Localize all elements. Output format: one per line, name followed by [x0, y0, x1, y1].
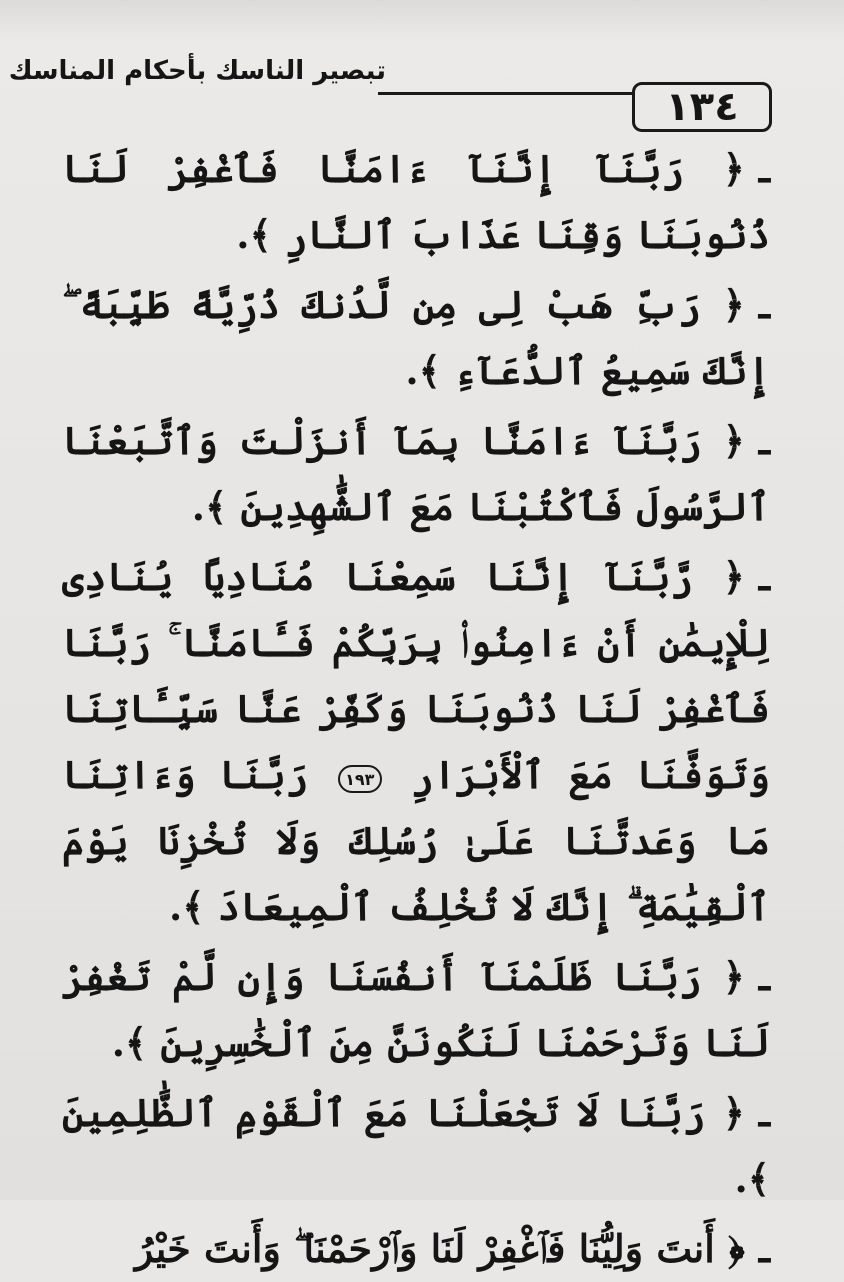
dua-entry [62, 408, 770, 540]
dua-text: رَبَّنَا وَءَاتِنَا مَا وَعَدتَّنَا عَلَىٰ رُسُلِكَ وَلَا تُخْزِنَا يَوْمَ ٱلْقِيَٰمَةِ ۗ إِنَّكَ لَا تُخْلِفُ ٱلْمِيعَادَ ﴾. [62, 752, 770, 929]
entry-dash: ـ [758, 554, 770, 599]
dua-text: ﴿ رَبَّنَا لَا تَجْعَلْنَا مَعَ ٱلْقَوْمِ ٱلظَّٰلِمِينَ ﴾. [62, 1090, 770, 1201]
dua-entry [62, 272, 770, 404]
dua-entry [62, 1216, 770, 1282]
dua-text: ﴿ رَبَّنَآ إِنَّنَآ ءَامَنَّا فَٱغْفِرْ لَنَا ذُنُوبَنَا وَقِنَا عَذَابَ ٱلنَّارِ ﴾. [62, 146, 770, 257]
dua-text: ﴿ أَنتَ وَلِيُّنَا فَٱغْفِرْ لَنَا وَٱرْحَمْنَا ۖ وَأَنتَ خَيْرُ [134, 1226, 745, 1271]
dua-entry [62, 1080, 770, 1212]
dua-text: ﴿ رَبَّنَا ظَلَمْنَآ أَنفُسَنَا وَإِن لَّمْ تَغْفِرْ لَنَا وَتَرْحَمْنَا لَنَكُونَنَّ مِنَ ٱلْخَٰسِرِينَ ﴾. [62, 954, 770, 1065]
dua-entry [62, 136, 770, 268]
dua-text: ﴿ رَبِّ هَبْ لِى مِن لَّدُنكَ ذُرِّيَّةً طَيِّبَةً ۖ إِنَّكَ سَمِيعُ ٱلدُّعَآءِ ﴾. [62, 282, 770, 393]
entry-dash: ـ [758, 1090, 770, 1135]
entry-dash: ـ [758, 1226, 770, 1271]
dua-entry [62, 544, 770, 940]
page-number: ١٣٤ [632, 82, 772, 132]
dua-text: ﴿ رَّبَّنَآ إِنَّنَا سَمِعْنَا مُنَادِيًا يُنَادِى لِلْإِيمَٰنِ أَنْ ءَامِنُوا۟ بِرَبِّكُمْ فَـَٔامَنَّا ۚ رَبَّنَا فَٱغْفِرْ لَنَا ذُنُوبَنَا وَكَفِّرْ عَنَّا سَيِّـَٔاتِنَا وَتَوَفَّنَا مَعَ ٱلْأَبْرَارِ [62, 554, 771, 797]
verse-number-marker: ١٩٣ [338, 765, 382, 793]
header-rule [378, 92, 632, 95]
page-shadow [0, 0, 844, 40]
entry-dash: ـ [758, 282, 770, 327]
entry-dash: ـ [758, 146, 770, 191]
entry-dash: ـ [758, 418, 770, 463]
book-title: تبصير الناسك بأحكام المناسك [8, 56, 386, 86]
page-content [62, 136, 771, 1271]
dua-entry [62, 944, 770, 1076]
dua-text: ﴿ رَبَّنَآ ءَامَنَّا بِمَآ أَنزَلْتَ وَٱتَّبَعْنَا ٱلرَّسُولَ فَٱكْتُبْنَا مَعَ ٱلشَّٰهِدِينَ ﴾. [62, 418, 770, 529]
entry-dash: ـ [758, 954, 770, 999]
page-header [8, 52, 772, 132]
